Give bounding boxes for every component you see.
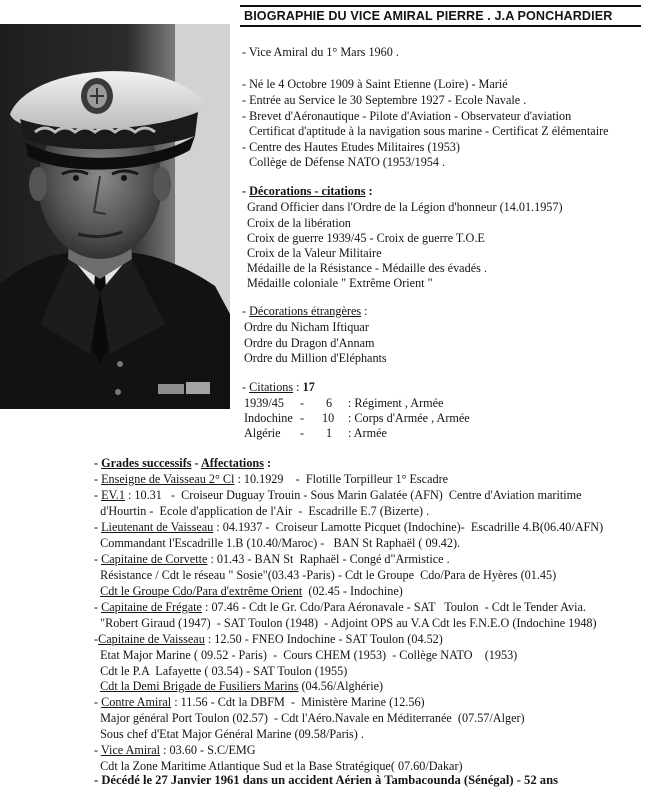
citation-period: 1939/45	[244, 396, 284, 410]
citation-sep: -	[300, 426, 305, 440]
grade-label: Capitaine de Frégate	[101, 600, 202, 614]
line-prefix: -	[94, 743, 101, 757]
admiral-portrait-image	[0, 24, 230, 409]
affectation-line	[94, 727, 364, 742]
affectation-line	[94, 568, 556, 583]
grade-label: Cdt la Demi Brigade de Fusiliers Marins	[100, 679, 299, 693]
affectation-line	[94, 648, 517, 663]
decorations-heading-line	[242, 184, 373, 199]
foreign-heading: Décorations étrangères	[249, 304, 362, 318]
grade-detail: : 04.1937 - Croiseur Lamotte Picquet (Indochine)- Escadrille 4.B(06.40/AFN)	[213, 520, 604, 534]
grade-detail: : 11.56 - Cdt la DBFM - Ministère Marine (12.56)	[171, 695, 425, 709]
grade-detail: : 12.50 - FNEO Indochine - SAT Toulon (04.52)	[204, 632, 443, 646]
citation-count: 1	[326, 426, 333, 440]
foreign-heading-line	[242, 304, 368, 319]
grade-detail: Etat Major Marine ( 09.52 - Paris) - Cours CHEM (1953) - Collège NATO (1953)	[100, 648, 518, 662]
line-prefix: -	[94, 695, 102, 709]
grade-detail: : 01.43 - BAN St Raphaël - Congé d"Armistice .	[207, 552, 450, 566]
affectation-line	[94, 600, 586, 615]
affectation-line	[94, 520, 603, 535]
grade-label: Contre Amiral	[101, 695, 172, 709]
citation-count: 10	[322, 411, 335, 425]
death-line: - Décédé le 27 Janvier 1961 dans un accident Aérien à Tambacounda (Sénégal) - 52 ans	[94, 773, 558, 787]
intro-line: Collège de Défense NATO (1953/1954 .	[249, 155, 446, 169]
decoration-item: Médaille coloniale " Extrême Orient "	[247, 276, 433, 290]
heading-suffix: :	[263, 456, 272, 470]
foreign-item: Ordre du Million d'Eléphants	[244, 351, 387, 365]
decoration-item: Grand Officier dans l'Ordre de la Légion d'honneur (14.01.1957)	[247, 200, 563, 214]
heading-dash: -	[94, 456, 102, 470]
line-prefix: -	[94, 632, 99, 646]
grade-detail: Commandant l'Escadrille 1.B (10.40/Maroc) - BAN St Raphaël ( 09.42).	[100, 536, 461, 550]
grade-label: Capitaine de Vaisseau	[98, 632, 205, 646]
affectation-line	[94, 488, 582, 503]
citation-period: Indochine	[244, 411, 293, 425]
intro-line: - Entrée au Service le 30 Septembre 1927 - Ecole Navale .	[242, 93, 527, 107]
affectation-line	[94, 632, 443, 647]
grades-heading: Grades successifs	[101, 456, 192, 470]
grade-detail: Cdt le P.A Lafayette ( 03.54) - SAT Toulon (1955)	[100, 664, 348, 678]
citation-sep: -	[300, 411, 305, 425]
grade-detail: (02.45 - Indochine)	[302, 584, 403, 598]
grade-detail: Sous chef d'Etat Major Général Marine (09.58/Paris) .	[100, 727, 364, 741]
line-prefix: -	[94, 600, 102, 614]
affectation-line	[94, 743, 256, 758]
intro-line: - Vice Amiral du 1° Mars 1960 .	[242, 45, 399, 59]
citations-heading: Citations	[249, 380, 294, 394]
grade-detail: : 10.31 - Croiseur Duguay Trouin - Sous Marin Galatée (AFN) Centre d'Aviation maritime	[124, 488, 582, 502]
decoration-item: Croix de la Valeur Militaire	[247, 246, 382, 260]
affectation-line	[94, 759, 463, 774]
heading-suffix: :	[293, 380, 303, 394]
grade-detail: : 03.60 - S.C/EMG	[160, 743, 256, 757]
intro-line: - Né le 4 Octobre 1909 à Saint Etienne (Loire) - Marié	[242, 77, 508, 91]
intro-line: Certificat d'aptitude à la navigation sous marine - Certificat Z élémentaire	[249, 124, 609, 138]
citations-total: 17	[302, 380, 315, 394]
affectation-line	[94, 679, 383, 694]
intro-line: - Centre des Hautes Etudes Militaires (1953)	[242, 140, 460, 154]
decoration-item: Croix de guerre 1939/45 - Croix de guerre T.O.E	[247, 231, 485, 245]
affectation-line	[94, 711, 525, 726]
citation-sep: -	[300, 396, 305, 410]
decoration-item: Médaille de la Résistance - Médaille des évadés .	[247, 261, 487, 275]
grade-label: EV.1	[101, 488, 125, 502]
affectation-line	[94, 504, 429, 519]
foreign-item: Ordre du Dragon d'Annam	[244, 336, 375, 350]
affectation-line	[94, 695, 425, 710]
grade-detail: : 10.1929 - Flotille Torpilleur 1° Escadre	[234, 472, 449, 486]
line-prefix: -	[94, 552, 102, 566]
portrait-photo	[0, 24, 230, 409]
grade-detail: (04.56/Alghérie)	[298, 679, 384, 693]
grade-detail: Cdt la Zone Maritime Atlantique Sud et la Base Stratégique( 07.60/Dakar)	[100, 759, 463, 773]
affectation-line	[94, 536, 460, 551]
grade-label: Cdt le Groupe Cdo/Para d'extrême Orient	[100, 584, 303, 598]
grade-detail: Résistance / Cdt le réseau " Sosie"(03.43 -Paris) - Cdt le Groupe Cdo/Para de Hyères (01.45)	[100, 568, 557, 582]
affectation-line	[94, 616, 597, 631]
grade-detail: Major général Port Toulon (02.57) - Cdt l'Aéro.Navale en Méditerranée (07.57/Alger)	[100, 711, 525, 725]
citation-count: 6	[326, 396, 333, 410]
heading-suffix: :	[365, 184, 373, 198]
intro-line: - Brevet d'Aéronautique - Pilote d'Aviation - Observateur d'aviation	[242, 109, 572, 123]
grade-label: Vice Amiral	[100, 743, 161, 757]
decoration-item: Croix de la libération	[247, 216, 351, 230]
document-title: BIOGRAPHIE DU VICE AMIRAL PIERRE . J.A PONCHARDIER	[240, 5, 641, 27]
affectation-line	[94, 664, 347, 679]
heading-suffix: :	[361, 304, 368, 318]
grades-heading-line	[94, 456, 271, 471]
line-prefix: -	[94, 472, 102, 486]
grade-label: Capitaine de Corvette	[101, 552, 208, 566]
citation-period: Algérie	[244, 426, 281, 440]
heading-dash: -	[242, 380, 250, 394]
line-prefix: -	[94, 488, 102, 502]
affectation-line	[94, 472, 448, 487]
grade-detail: : 07.46 - Cdt le Gr. Cdo/Para Aéronavale - SAT Toulon - Cdt le Tender Avia.	[201, 600, 586, 614]
heading-dash: -	[242, 184, 250, 198]
affectation-line	[94, 584, 403, 599]
citations-heading-line	[242, 380, 315, 395]
heading-dash: -	[242, 304, 250, 318]
citation-unit: : Régiment , Armée	[348, 396, 444, 410]
heading-mid: -	[191, 456, 201, 470]
line-prefix: -	[94, 520, 102, 534]
citation-unit: : Armée	[348, 426, 387, 440]
decorations-heading: Décorations - citations	[249, 184, 366, 198]
citation-unit: : Corps d'Armée , Armée	[348, 411, 470, 425]
foreign-item: Ordre du Nicham Iftiquar	[244, 320, 369, 334]
affectations-heading: Affectations	[200, 456, 264, 470]
affectation-line	[94, 552, 450, 567]
grade-label: Enseigne de Vaisseau 2° Cl	[101, 472, 235, 486]
grade-detail: d'Hourtin - Ecole d'application de l'Air - Escadrille E.7 (Bizerte) .	[100, 504, 430, 518]
grade-detail: "Robert Giraud (1947) - SAT Toulon (1948) - Adjoint OPS au V.A Cdt les F.N.E.O (Indochine 1948)	[100, 616, 597, 630]
grade-label: Lieutenant de Vaisseau	[101, 520, 214, 534]
